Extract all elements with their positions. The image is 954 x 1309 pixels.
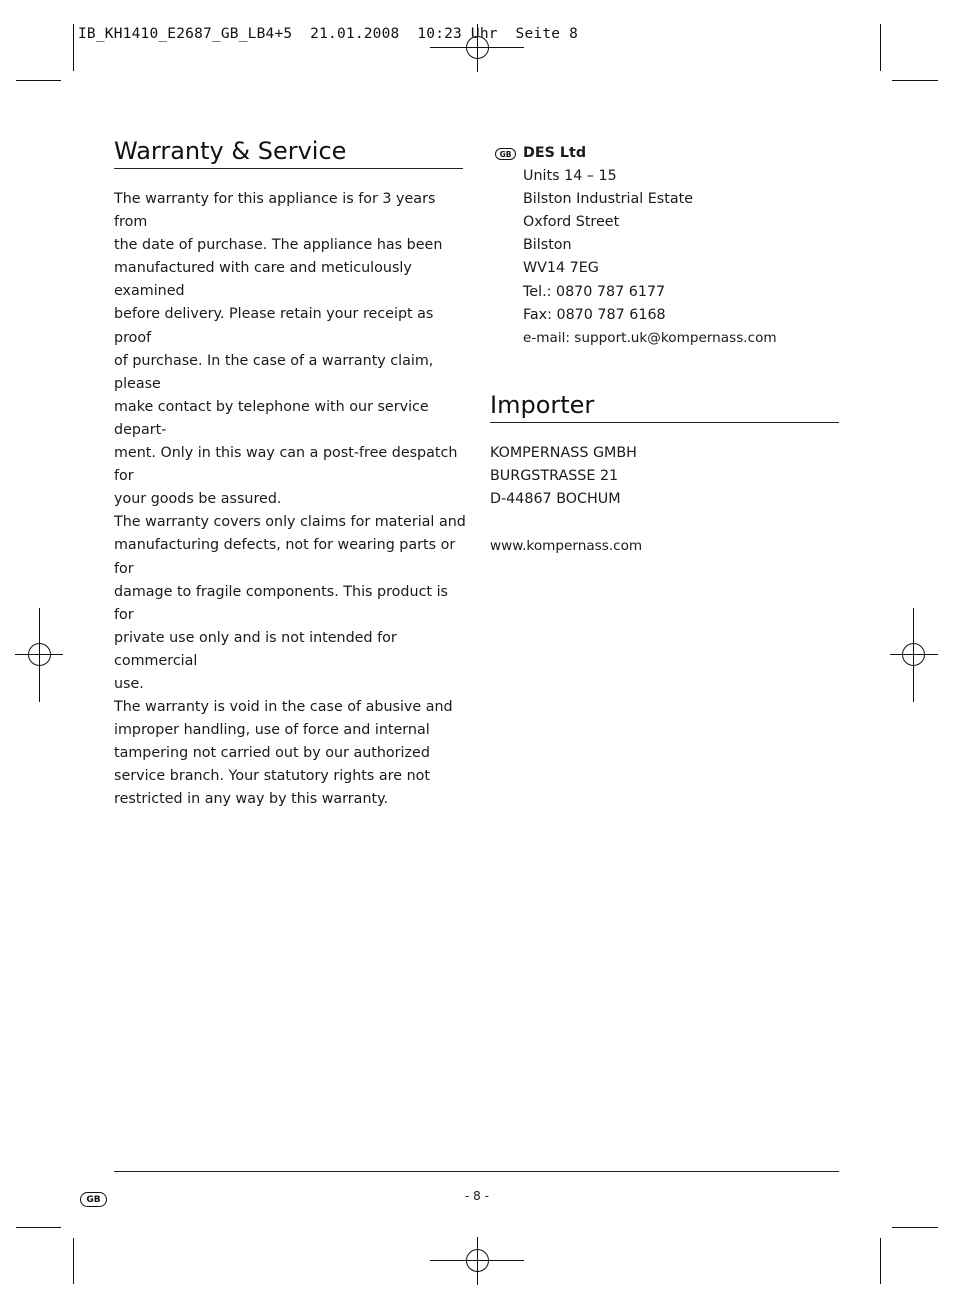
crop-mark	[73, 1238, 74, 1284]
text-line: make contact by telephone with our service depart-	[114, 398, 429, 438]
text-line: your goods be assured.	[114, 491, 282, 508]
print-slug: IB_KH1410_E2687_GB_LB4+5 21.01.2008 10:23 Uhr Seite 8	[78, 26, 579, 42]
gb-country-badge: GB	[80, 1192, 107, 1207]
address-line: Bilston	[523, 237, 572, 254]
text-line: the date of purchase. The appliance has been	[114, 237, 443, 254]
importer-address	[490, 442, 637, 511]
text-line: The warranty covers only claims for material and	[114, 514, 466, 531]
phone-line: Tel.: 0870 787 6177	[523, 283, 666, 300]
email-line: e-mail: support.uk@kompernass.com	[523, 329, 777, 346]
heading-rule	[114, 168, 463, 169]
address-line: WV14 7EG	[523, 260, 599, 277]
importer-heading: Importer	[490, 391, 595, 419]
text-line: before delivery. Please retain your receipt as proof	[114, 306, 434, 346]
registration-mark-icon	[15, 608, 63, 702]
page-number: - 8 -	[465, 1189, 489, 1203]
text-line: restricted in any way by this warranty.	[114, 791, 389, 808]
service-company: DES Ltd	[523, 145, 587, 161]
footer-rule	[114, 1171, 839, 1172]
gb-country-badge: GB	[495, 148, 516, 160]
registration-mark-icon	[430, 1237, 524, 1285]
warranty-paragraph	[114, 511, 466, 696]
text-line: The warranty for this appliance is for 3 years from	[114, 191, 436, 231]
crop-mark	[16, 1227, 61, 1228]
warranty-paragraph	[114, 696, 466, 811]
address-line: Oxford Street	[523, 214, 620, 231]
crop-mark	[73, 24, 74, 71]
crop-mark	[892, 80, 938, 81]
warranty-body	[114, 188, 466, 812]
fax-line: Fax: 0870 787 6168	[523, 306, 666, 323]
importer-line: D-44867 BOCHUM	[490, 491, 621, 508]
service-address	[523, 142, 777, 350]
heading-rule	[490, 422, 839, 423]
importer-line: BURGSTRASSE 21	[490, 468, 619, 485]
registration-mark-icon	[890, 608, 938, 702]
address-line: Units 14 – 15	[523, 168, 617, 185]
text-line: tampering not carried out by our authorized	[114, 745, 430, 762]
importer-line: KOMPERNASS GMBH	[490, 445, 637, 461]
text-line: manufactured with care and meticulously examined	[114, 260, 412, 300]
importer-website: www.kompernass.com	[490, 538, 643, 554]
text-line: service branch. Your statutory rights are not	[114, 768, 430, 785]
text-line: damage to fragile components. This product is for	[114, 583, 449, 623]
text-line: manufacturing defects, not for wearing parts or for	[114, 537, 456, 577]
registration-mark-icon	[430, 24, 524, 72]
warranty-paragraph	[114, 188, 466, 511]
warranty-heading: Warranty & Service	[114, 137, 347, 165]
crop-mark	[892, 1227, 938, 1228]
text-line: of purchase. In the case of a warranty claim, please	[114, 352, 434, 392]
crop-mark	[16, 80, 61, 81]
crop-mark	[880, 1238, 881, 1284]
text-line: use.	[114, 675, 144, 692]
crop-mark	[880, 24, 881, 71]
address-line: Bilston Industrial Estate	[523, 191, 694, 208]
text-line: The warranty is void in the case of abusive and	[114, 699, 453, 716]
text-line: ment. Only in this way can a post-free despatch for	[114, 445, 458, 485]
text-line: improper handling, use of force and internal	[114, 722, 430, 739]
text-line: private use only and is not intended for commercial	[114, 629, 397, 669]
